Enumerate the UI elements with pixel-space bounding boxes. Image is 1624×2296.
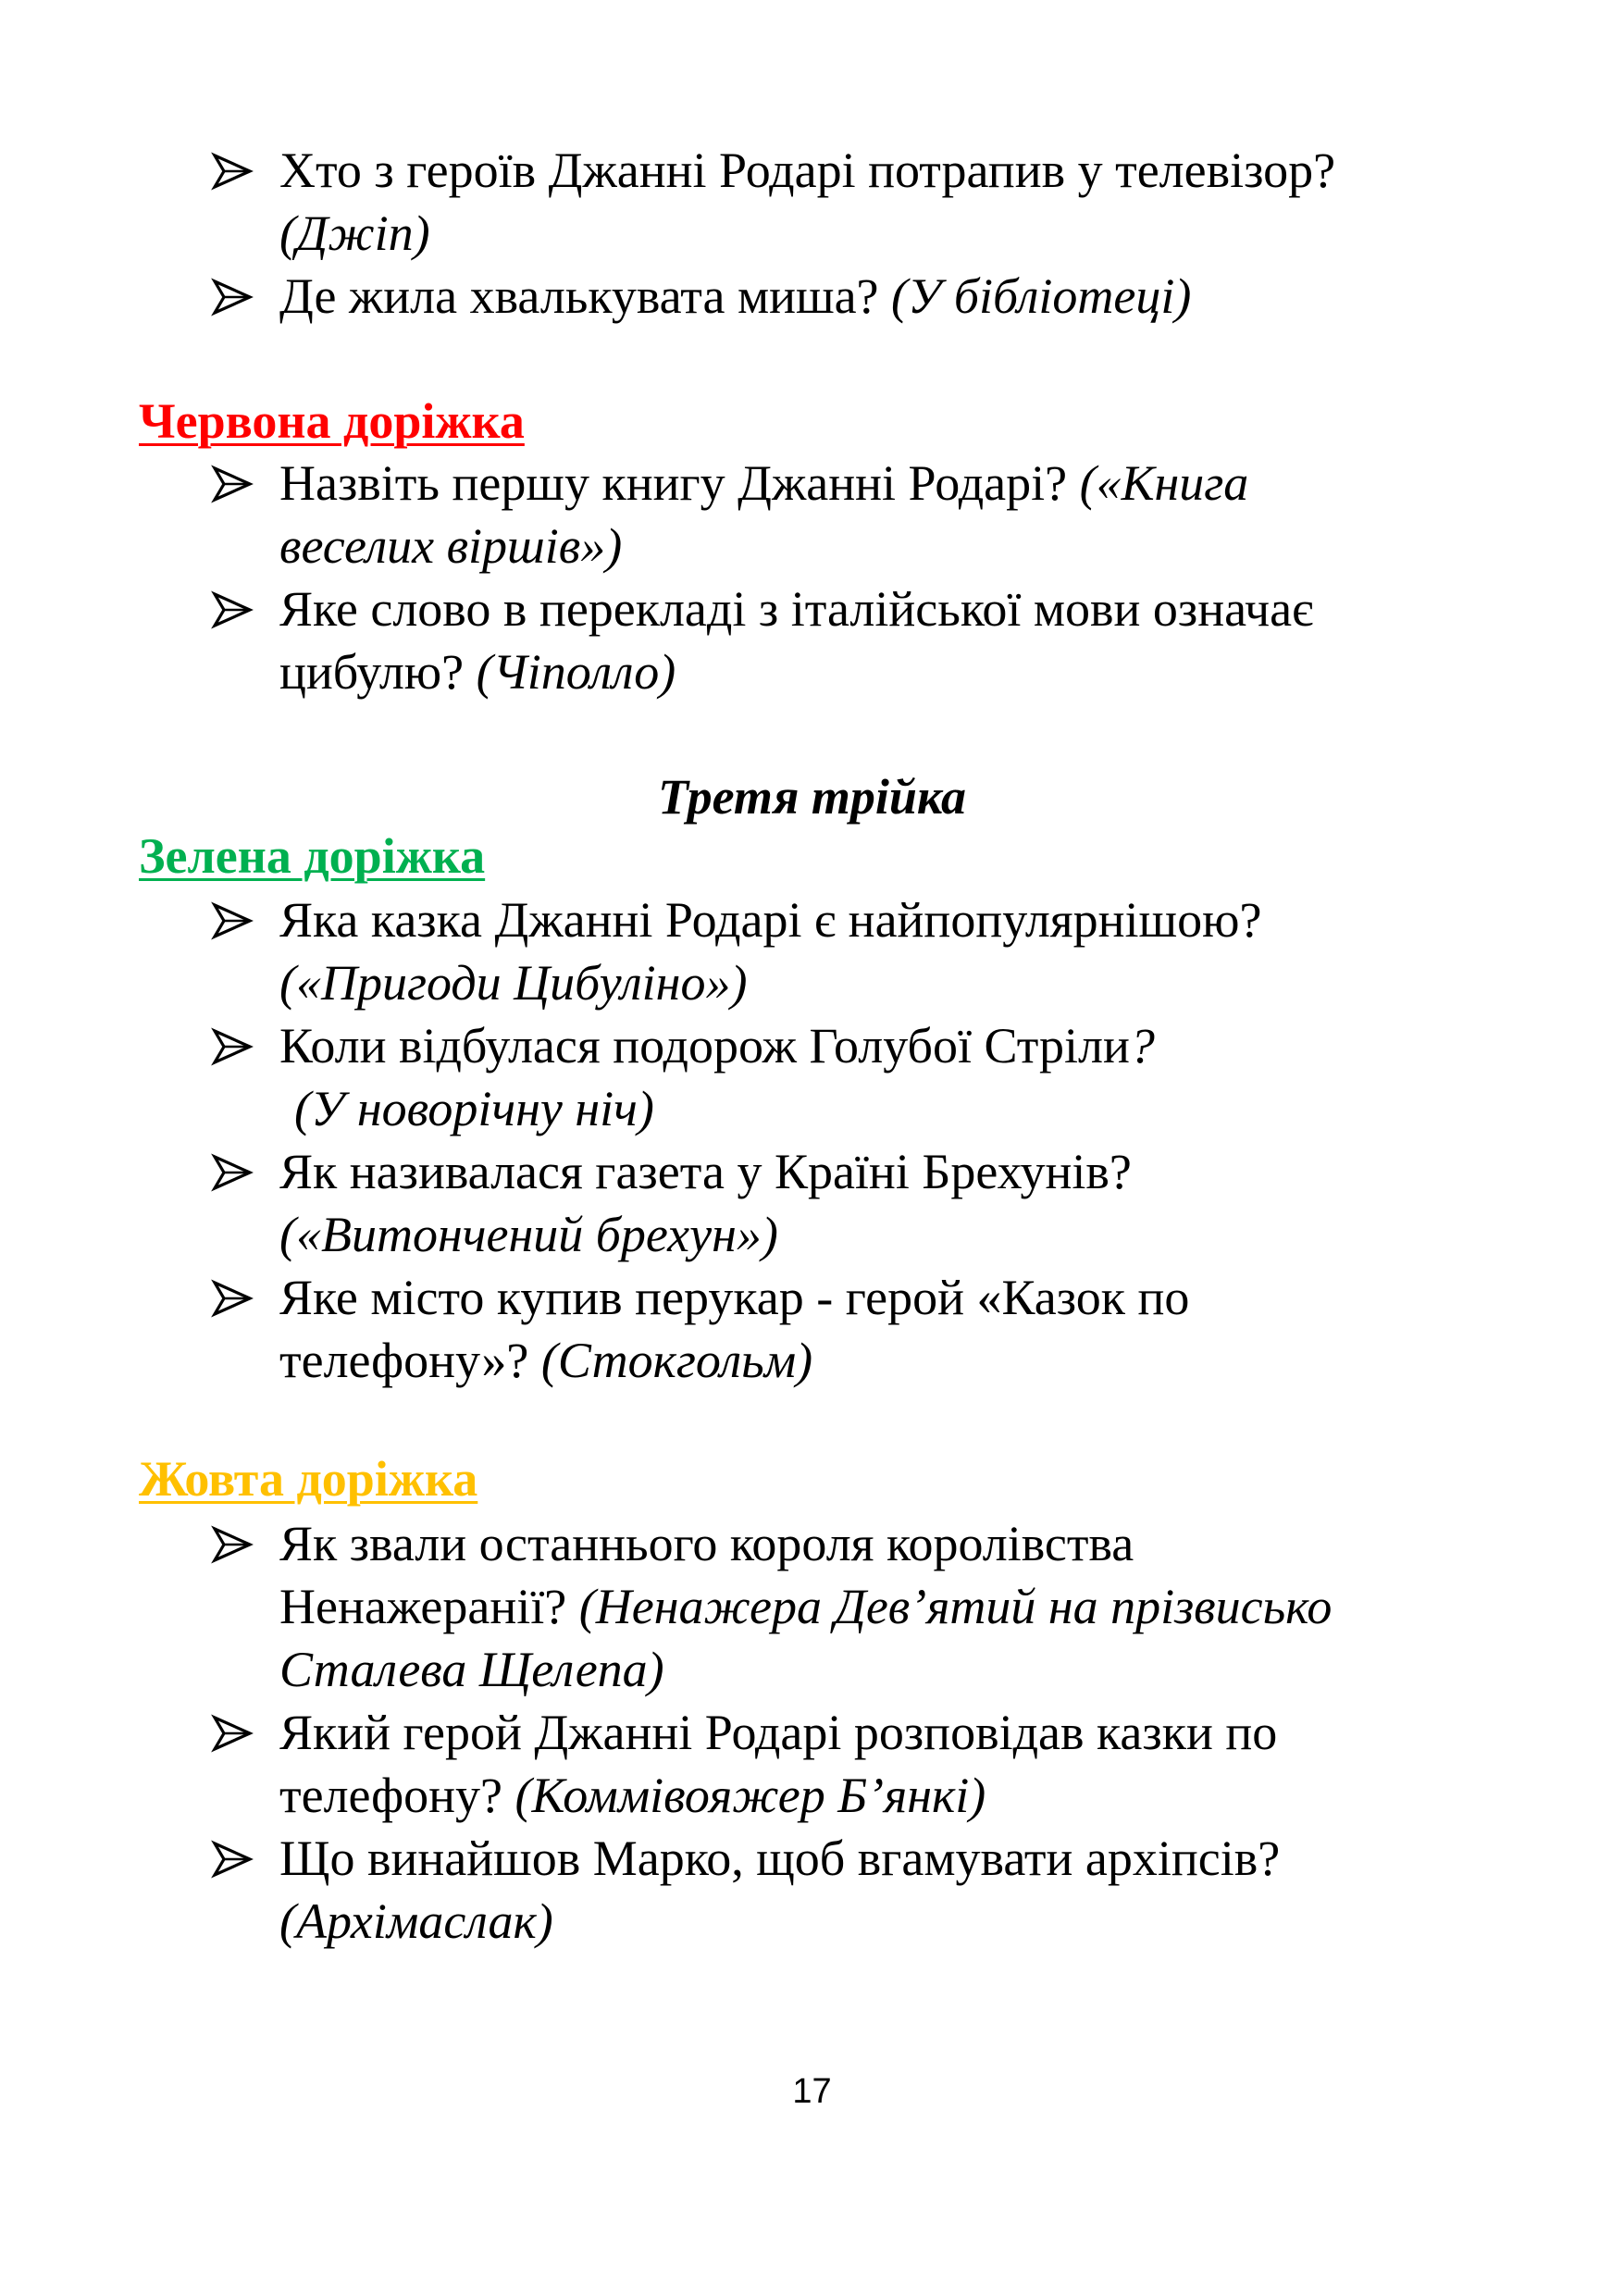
arrowhead-bullet-icon (211, 1714, 254, 1753)
red-track-question-list (0, 452, 1624, 703)
question-text: Де жила хвалькувата миша? (279, 268, 879, 324)
question-text-continued: телефону»? (279, 1333, 529, 1388)
list-item (0, 577, 1473, 703)
list-item (0, 1014, 1473, 1140)
answer-text-continued: Сталева Щелепа) (279, 1642, 664, 1697)
question-mark: ? (1129, 1018, 1155, 1074)
list-item (0, 1266, 1473, 1392)
list-item (0, 452, 1473, 577)
arrowhead-bullet-icon (211, 1153, 254, 1192)
question-text: Яка казка Джанні Родарі є найпопулярнішою? (279, 892, 1262, 948)
page-number: 17 (792, 2072, 832, 2111)
answer-text: (Чіполло) (476, 644, 676, 700)
question-text: Що винайшов Марко, щоб вгамувати архіпсів? (279, 1831, 1281, 1886)
list-item (0, 1827, 1473, 1953)
answer-text: («Пригоди Цибуліно») (279, 955, 748, 1011)
arrowhead-bullet-icon (211, 465, 254, 503)
list-item (0, 888, 1473, 1014)
answer-text-continued: веселих віршів») (279, 518, 623, 574)
list-item (0, 1701, 1473, 1827)
question-text: Коли відбулася подорож Голубої Стріли (279, 1018, 1130, 1074)
question-text: Хто з героїв Джанні Родарі потрапив у телевізор? (279, 143, 1336, 198)
arrowhead-bullet-icon (211, 278, 254, 316)
arrowhead-bullet-icon (211, 590, 254, 629)
yellow-track-question-list (0, 1512, 1624, 1953)
list-item (0, 1512, 1473, 1701)
question-text-continued: Ненажеранії? (279, 1579, 567, 1634)
answer-text: (У новорічну ніч) (294, 1081, 654, 1136)
block-title: Третя трійка (658, 769, 966, 825)
answer-text: («Книга (1079, 455, 1249, 511)
list-item (0, 1140, 1473, 1266)
green-track-question-list (0, 888, 1624, 1392)
answer-text: (Стокгольм) (540, 1333, 813, 1388)
green-track-heading: Зелена доріжка (139, 828, 486, 884)
answer-text: (Ненажера Дев’ятий на прізвисько (578, 1579, 1333, 1634)
arrowhead-bullet-icon (211, 1027, 254, 1066)
question-text-continued: цибулю? (279, 644, 465, 700)
intro-question-list (0, 139, 1624, 328)
question-text: Назвіть першу книгу Джанні Родарі? (279, 455, 1068, 511)
question-text: Яке місто купив перукар - герой «Казок по (279, 1270, 1190, 1325)
question-text: Як звали останнього короля королівства (279, 1516, 1134, 1571)
red-track-heading: Червона доріжка (139, 393, 525, 449)
arrowhead-bullet-icon (211, 1279, 254, 1318)
answer-text: (У бібліотеці) (891, 268, 1192, 324)
arrowhead-bullet-icon (211, 152, 254, 191)
yellow-track-heading: Жовта доріжка (139, 1451, 478, 1507)
answer-text: (Архімаслак) (279, 1893, 553, 1949)
question-text-continued: телефону? (279, 1768, 502, 1823)
question-text: Як називалася газета у Країні Брехунів? (279, 1144, 1132, 1199)
question-text: Яке слово в перекладі з італійської мови означає (279, 581, 1314, 637)
arrowhead-bullet-icon (211, 1525, 254, 1564)
arrowhead-bullet-icon (211, 1840, 254, 1879)
question-text: Який герой Джанні Родарі розповідав казки по (279, 1705, 1278, 1760)
answer-text: (Джіп) (279, 205, 430, 261)
answer-text: («Витончений брехун») (279, 1207, 778, 1262)
list-item (0, 265, 1473, 328)
answer-text: (Коммівояжер Б’янкі) (514, 1768, 986, 1823)
list-item (0, 139, 1473, 265)
arrowhead-bullet-icon (211, 901, 254, 940)
